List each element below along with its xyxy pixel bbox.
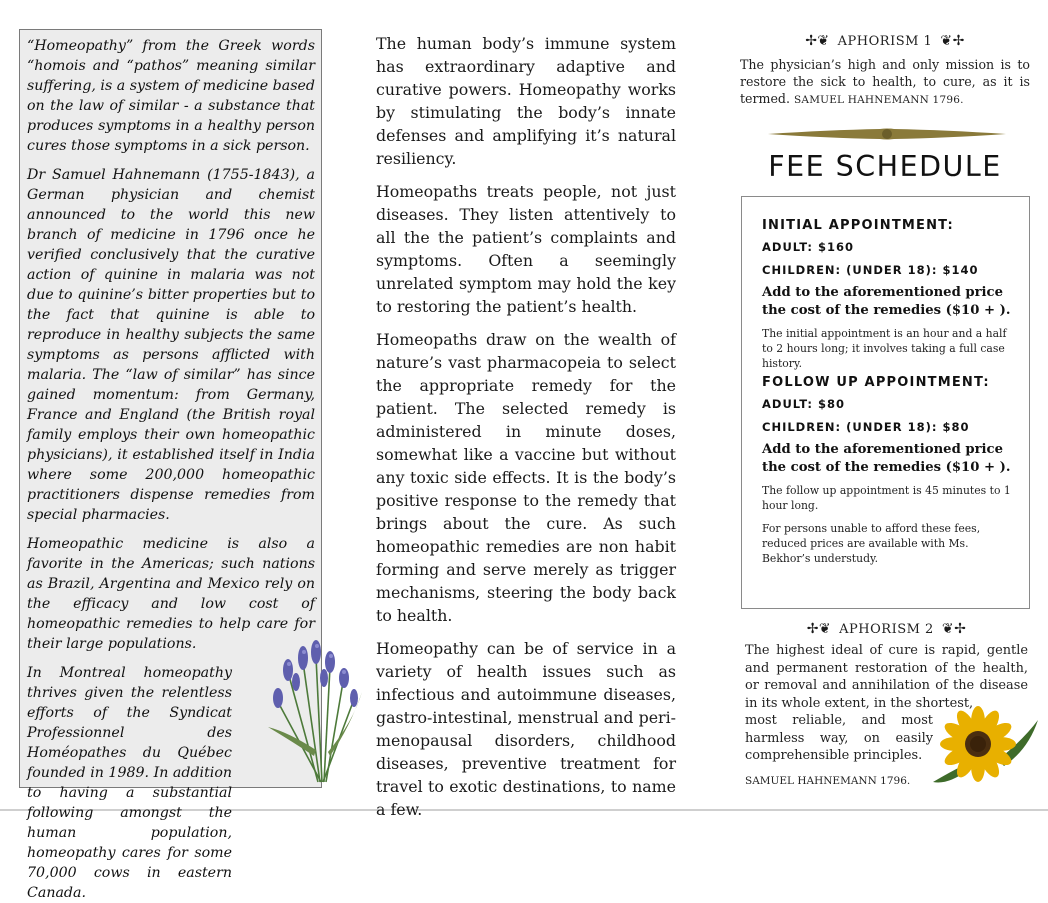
aphorism-1-block [740, 30, 1030, 109]
initial-appointment-heading: INITIAL APPOINTMENT: [762, 218, 954, 233]
immune-paragraph: The human body’s immune system has extraordinary adaptive and curative powers. Homeopathy works by stimulating the body’s innate defenses and amplifying it’s natural resiliency. [376, 34, 676, 168]
initial-remedy-cost-note: Add to the aforementioned price the cost of the remedies ($10 + ). [762, 285, 1011, 318]
pharmacopeia-paragraph: Homeopaths draw on the wealth of nature’s vast pharmacopeia to select the appropriate remedy for the patient. The selected remedy is administered in minute doses, somewhat like a vaccine but without any toxic side effects. It is the body’s positive response to the remedy that brings about the cure. As such homeopathic remedies are non habit forming and serve merely as trigger mechanisms, steering the body back to health. [376, 330, 676, 625]
aphorism-2-text-a: The highest ideal of cure is rapid, gentle and permanent restoration of the health, or removal and annihilation of the disease in its whole extent, in the shortest, [745, 643, 1028, 711]
aphorism-1-text: The physician’s high and only mission is to restore the sick to health, to cure, as it is termed. [740, 57, 1030, 106]
main-text-column [376, 32, 676, 831]
aphorism-2-title-row [745, 618, 1028, 640]
follow-up-children-fee: CHILDREN: (UNDER 18): $80 [762, 420, 970, 434]
fleuron-left-icon: ✢❦ [806, 621, 832, 637]
aphorism-1-title-row [740, 30, 1030, 52]
history-paragraph-2: Dr Samuel Hahnemann (1755-1843), a German physician and chemist announced to the world this new branch of medicine in 1796 once he verified conclusively that the curative action of quinine in malaria was not due to quinine’s bitter properties but to the fact that quinine is able to reproduce in healthy subjects the same symptoms as persons afflicted with malaria. The “law of similar” has since gained momentum: from Germany, France and England (the British royal family employs their own homeopathic physicians), it established itself in India where some 200,000 homeopathic practitioners dispense remedies from special pharmacies. [27, 167, 315, 523]
initial-children-fee: CHILDREN: (UNDER 18): $140 [762, 263, 979, 277]
fee-schedule-box [741, 196, 1030, 609]
service-paragraph: Homeopathy can be of service in a variety of health issues such as infectious and autoimmune diseases, gastro-intestinal, menstrual and peri-menopausal disorders, childhood diseases, preventive treatment for travel to exotic destinations, to name a few. [376, 639, 676, 819]
aphorism-1-author: SAMUEL HAHNEMANN 1796. [794, 94, 964, 106]
follow-up-adult-fee: ADULT: $80 [762, 397, 846, 411]
history-paragraph-4: In Montreal homeopathy thrives given the relentless efforts of the Syndicat Professionnel des Homéopathes du Québec founded in 1989. In addition to having a substantial following amongst the human population, homeopathy cares for some 70,000 cows in eastern Canada. [27, 665, 232, 901]
fleuron-left-icon: ✢❦ [805, 33, 830, 49]
fee-schedule-title: FEE SCHEDULE [768, 150, 1002, 183]
ornamental-divider [768, 128, 1006, 140]
lavender-bouquet-image [258, 632, 366, 784]
history-paragraph-3: Homeopathic medicine is also a favorite in the Americas; such nations as Brazil, Argentina and Mexico rely on the efficacy and low cost of homeopathic remedies to help care for their large populations. [27, 536, 315, 652]
homeopaths-treat-paragraph: Homeopaths treats people, not just diseases. They listen attentively to all the the patient’s complaints and symptoms. Often a seemingly unrelated symptom may hold the key to restoring the patient’s health. [376, 182, 676, 316]
initial-adult-fee: ADULT: $160 [762, 240, 855, 254]
initial-duration-note: The initial appointment is an hour and a half to 2 hours long; it involves taking a full case history. [762, 327, 1007, 370]
follow-up-remedy-cost-note: Add to the aforementioned price the cost of the remedies ($10 + ). [762, 442, 1011, 475]
follow-up-heading: FOLLOW UP APPOINTMENT: [762, 375, 990, 390]
aphorism-2-text-b: most reliable, and most harmless way, on easily comprehensible principles. [745, 713, 933, 763]
follow-up-duration-note: The follow up appointment is 45 minutes to 1 hour long. [762, 484, 1011, 512]
aphorism-1-title: APHORISM 1 [837, 34, 933, 49]
aphorism-1-text-block [740, 56, 1030, 109]
aphorism-2-author: SAMUEL HAHNEMANN 1796. [745, 774, 911, 787]
fleuron-right-icon: ❦✢ [940, 33, 965, 49]
history-paragraph-1: “Homeopathy” from the Greek words “homois and “pathos” meaning similar suffering, is a system of medicine based on the law of similar - a substance that produces symptoms in a healthy person cures those symptoms in a sick person. [27, 38, 315, 154]
sunflower-image [928, 700, 1040, 800]
reduced-price-note: For persons unable to afford these fees, reduced prices are available with Ms. Bekhor’s understudy. [762, 522, 981, 565]
aphorism-2-title: APHORISM 2 [839, 622, 934, 637]
fleuron-right-icon: ❦✢ [941, 621, 967, 637]
